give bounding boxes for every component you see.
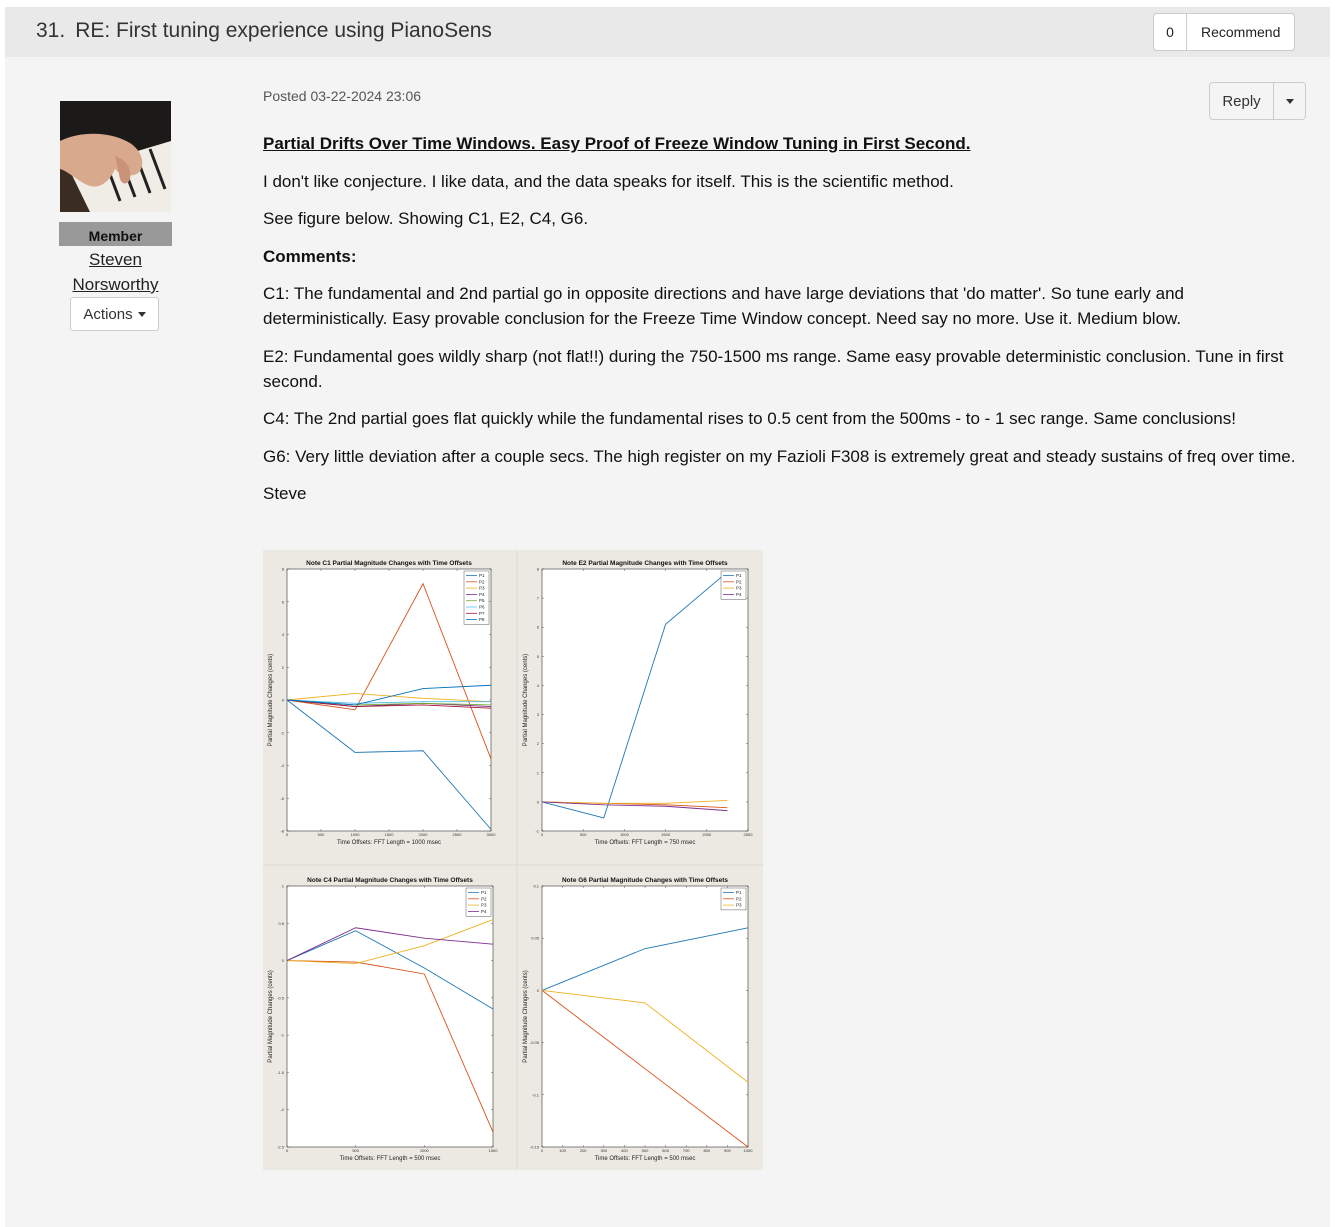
y-tick-label: 2	[536, 741, 539, 747]
legend-label: P7	[479, 610, 485, 616]
x-tick-label: 0	[285, 1148, 289, 1153]
post-header	[5, 7, 1330, 57]
y-tick-label: -2.5	[277, 1144, 284, 1150]
x-tick-label: 3000	[486, 832, 496, 837]
x-axis-label: Time Offsets: FFT Length = 750 msec	[594, 840, 696, 846]
x-tick-label: 1500	[488, 1148, 498, 1153]
x-tick-label: 2500	[743, 832, 753, 837]
member-badge: Member	[59, 222, 172, 246]
legend-label: P6	[479, 604, 485, 610]
y-tick-label: 0.05	[531, 935, 539, 941]
legend	[464, 571, 489, 624]
x-tick-label: 600	[662, 1148, 669, 1153]
body-paragraph: I don't like conjecture. I like data, and the data speaks for itself. This is the scientific method.	[263, 171, 954, 191]
y-tick-label: 0.1	[533, 883, 539, 889]
avatar[interactable]	[60, 101, 171, 212]
y-tick-label: -0.05	[529, 1040, 539, 1046]
recommend-count: 0	[1154, 14, 1187, 50]
post-subject-title: RE: First tuning experience using PianoSens	[75, 19, 492, 42]
y-tick-label: 0	[536, 799, 539, 805]
plot-area	[542, 569, 748, 831]
author-name	[59, 247, 172, 297]
x-tick-label: 0	[285, 832, 289, 837]
y-tick-label: 0	[281, 958, 284, 964]
x-tick-label: 1000	[350, 832, 360, 837]
recommend-button[interactable]: Recommend	[1201, 24, 1281, 40]
legend-label: P1	[479, 573, 485, 578]
y-tick-label: -6	[280, 795, 284, 801]
x-axis-label: Time Offsets: FFT Length = 500 msec	[339, 1156, 441, 1162]
y-tick-label: 2	[281, 664, 284, 670]
plot-area	[287, 886, 493, 1147]
y-tick-label: 4	[281, 632, 284, 637]
x-tick-label: 1500	[384, 832, 394, 837]
y-tick-label: -2	[280, 730, 284, 736]
plot-area	[542, 886, 748, 1147]
x-axis-label: Time Offsets: FFT Length = 500 msec	[594, 1156, 696, 1162]
recommend-group	[1153, 13, 1295, 51]
chart-panel-c1	[263, 550, 516, 864]
actions-button[interactable]	[70, 297, 159, 331]
chart-g6	[518, 866, 763, 1170]
chart-title: Note C1 Partial Magnitude Changes with Time Offsets	[306, 560, 472, 567]
chart-panel-g6	[518, 866, 763, 1170]
chart-title: Note G6 Partial Magnitude Changes with Time Offsets	[561, 877, 729, 884]
x-tick-label: 500	[641, 1148, 649, 1153]
legend-label: P3	[736, 902, 742, 908]
y-tick-label: 1	[281, 883, 284, 889]
chart-panel-e2	[518, 550, 763, 864]
y-tick-label: 6	[536, 624, 539, 630]
legend-label: P4	[736, 591, 742, 597]
x-tick-label: 500	[579, 832, 587, 837]
y-tick-label: 6	[281, 599, 284, 605]
y-tick-label: -2	[280, 1107, 284, 1113]
y-tick-label: 4	[536, 682, 539, 688]
chart-title: Note C4 Partial Magnitude Changes with Time Offsets	[307, 877, 473, 884]
caret-down-icon	[1286, 99, 1294, 104]
y-tick-label: 8	[281, 566, 284, 572]
y-tick-label: 8	[536, 566, 539, 572]
legend-label: P2	[736, 579, 742, 585]
posted-date: Posted 03-22-2024 23:06	[263, 88, 422, 104]
reply-dropdown-button[interactable]	[1274, 83, 1305, 119]
reply-group	[1209, 82, 1306, 120]
y-axis-label: Partial Magnitude Changes (cents)	[523, 653, 529, 747]
x-tick-label: 1000	[743, 1148, 753, 1153]
y-tick-label: -1	[280, 1032, 284, 1038]
y-tick-label: 7	[536, 595, 539, 601]
reply-button[interactable]: Reply	[1210, 83, 1274, 119]
x-tick-label: 1500	[661, 832, 671, 837]
x-tick-label: 0	[540, 1148, 544, 1153]
post-title	[36, 19, 492, 43]
legend-label: P3	[481, 902, 487, 908]
x-tick-label: 300	[600, 1148, 608, 1153]
legend-label: P3	[479, 585, 485, 591]
y-tick-label: -8	[280, 828, 284, 834]
comment-c1: C1: The fundamental and 2nd partial go in opposite directions and have large deviations that 'do matter'. So tune early and deterministically. Easy provable conclusion for the Freeze Time Window concept. Need say no more. Use it. Medium blow.	[263, 284, 1184, 328]
x-tick-label: 2000	[702, 832, 712, 837]
post-body	[263, 131, 1303, 519]
comment-e2: E2: Fundamental goes wildly sharp (not flat!!) during the 750-1500 ms range. Same easy provable deterministic conclusion. Tune in first second.	[263, 346, 1284, 391]
y-axis-label: Partial Magnitude Changes (cents)	[268, 653, 274, 747]
y-tick-label: 3	[536, 712, 539, 718]
caret-down-icon	[138, 312, 146, 317]
legend-label: P5	[479, 598, 485, 604]
legend-label: P1	[736, 573, 742, 578]
x-tick-label: 100	[559, 1148, 566, 1153]
y-tick-label: 0	[281, 697, 284, 703]
legend-label: P8	[479, 617, 485, 623]
y-tick-label: -0.1	[532, 1092, 539, 1098]
legend-label: P4	[481, 908, 487, 914]
x-tick-label: 2500	[452, 832, 462, 837]
x-tick-label: 400	[621, 1148, 628, 1153]
legend-label: P1	[481, 890, 487, 895]
x-tick-label: 800	[703, 1148, 711, 1153]
y-tick-label: 0	[536, 987, 539, 993]
x-tick-label: 500	[352, 1148, 360, 1153]
comments-heading: Comments:	[263, 246, 357, 266]
legend-label: P3	[736, 585, 742, 591]
legend-label: P1	[736, 890, 742, 895]
x-tick-label: 500	[317, 832, 325, 837]
signoff: Steve	[263, 484, 307, 503]
legend-label: P2	[481, 896, 487, 902]
x-tick-label: 2000	[418, 832, 428, 837]
legend-label: P2	[479, 579, 485, 585]
x-tick-label: 900	[724, 1148, 731, 1153]
y-tick-label: -1.5	[277, 1069, 284, 1075]
chart-panel-c4	[263, 866, 516, 1170]
author-first-name-link[interactable]: Steven	[89, 250, 142, 269]
y-tick-label: -0.5	[277, 995, 284, 1001]
y-tick-label: 0.5	[278, 920, 284, 926]
chart-figure	[263, 550, 763, 1170]
chart-title: Note E2 Partial Magnitude Changes with Time Offsets	[562, 560, 728, 567]
comment-g6: G6: Very little deviation after a couple secs. The high register on my Fazioli F308 is extremely great and steady sustains of freq over time.	[263, 446, 1296, 466]
y-tick-label: -0.15	[529, 1144, 539, 1150]
y-tick-label: 5	[536, 653, 539, 659]
comment-c4: C4: The 2nd partial goes flat quickly while the fundamental rises to 0.5 cent from the 500ms - to - 1 sec range. Same conclusions!	[263, 409, 1236, 428]
y-tick-label: -1	[535, 828, 539, 834]
body-paragraph: See figure below. Showing C1, E2, C4, G6.	[263, 209, 589, 228]
legend-label: P2	[736, 896, 742, 902]
x-tick-label: 700	[682, 1148, 690, 1153]
x-tick-label: 1000	[619, 832, 629, 837]
x-tick-label: 1000	[419, 1148, 429, 1153]
chart-c1	[263, 550, 516, 864]
x-tick-label: 0	[540, 832, 544, 837]
x-axis-label: Time Offsets: FFT Length = 1000 msec	[336, 840, 442, 846]
y-tick-label: -4	[280, 763, 284, 768]
post-number: 31.	[36, 19, 66, 42]
actions-label: Actions	[83, 305, 133, 323]
chart-e2	[518, 550, 763, 864]
x-tick-label: 200	[579, 1148, 587, 1153]
chart-c4	[263, 866, 516, 1170]
author-last-name-link[interactable]: Norsworthy	[72, 275, 159, 294]
y-axis-label: Partial Magnitude Changes (cents)	[523, 970, 529, 1063]
avatar-image	[60, 101, 171, 212]
legend-label: P4	[479, 591, 485, 597]
y-axis-label: Partial Magnitude Changes (cents)	[268, 970, 274, 1063]
y-tick-label: 1	[536, 770, 539, 776]
body-subject: Partial Drifts Over Time Windows. Easy Proof of Freeze Window Tuning in First Second.	[263, 134, 971, 153]
